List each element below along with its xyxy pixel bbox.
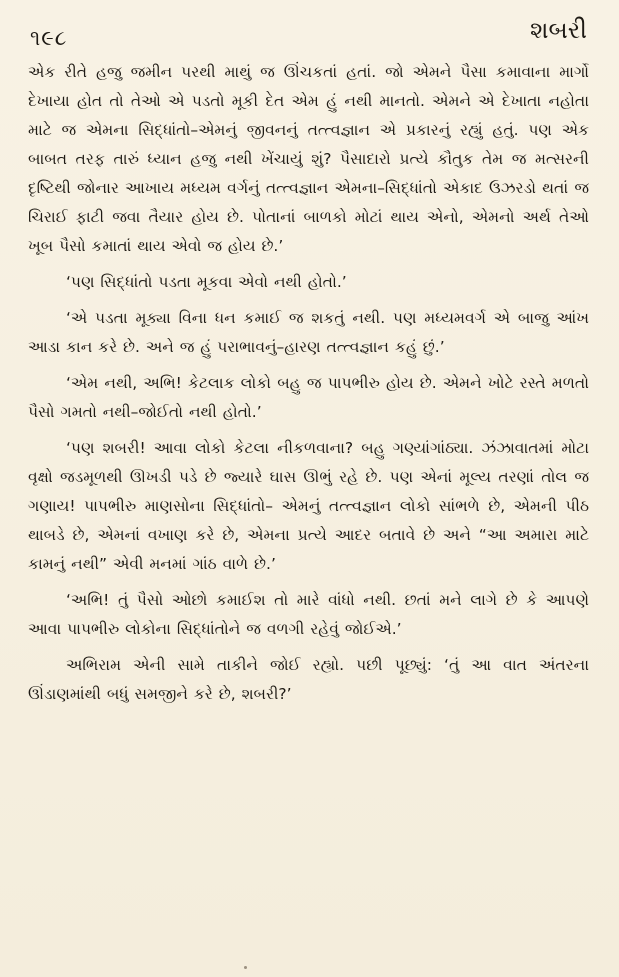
running-title: શબરી <box>529 16 587 44</box>
paragraph: અભિરામ એની સામે તાકીને જોઈ રહ્યો. પછી પૂછ્યું: ‘તું આ વાત અંતરના ઊંડાણમાંથી બધું સમજીને કરે છે, શબરી?’ <box>28 656 589 703</box>
paragraph: ‘પણ સિદ્ધાંતો પડતા મૂકવા એવો નથી હોતો.’ <box>66 273 347 291</box>
page-speck <box>244 966 247 969</box>
paragraph: એક રીતે હજુ જમીન પરથી માથું જ ઊંચકતાં હતાં. જો એમને પૈસા કમાવાના માર્ગો દેખાયા હોત તો તેઓ એ પડતો મૂકી દેત એમ હું નથી માનતો. એમને એ દેખાતા નહોતા માટે જ એમના સિદ્ધાંતો–એમનું જીવનનું તત્ત્વજ્ઞાન એ પ્રકારનું રહ્યું હતું. પણ એક બાબત તરફ તારું ધ્યાન હજુ નથી ખેંચાયું શું? પૈસાદારો પ્રત્યે કૌતુક તેમ જ મત્સરની દૃષ્ટિથી જોનાર આખાય મધ્યમ વર્ગનું તત્ત્વજ્ઞાન એમના–સિદ્ધાંતો એકાદ ઉઝરડો થતાં જ ચિરાઈ ફાટી જવા તૈયાર હોય છે. પોતાનાં બાળકો મોટાં થાય એનો, એમનો અર્થ તેઓ ખૂબ પૈસો કમાતાં થાય એવો જ હોય છે.’ <box>28 63 589 255</box>
paragraph: ‘અભિ! તું પૈસો ઓછો કમાઈશ તો મારે વાંધો નથી. છતાં મને લાગે છે કે આપણે આવા પાપભીરુ લોકોના સિદ્ધાંતોને જ વળગી રહેવું જોઈએ.’ <box>28 591 589 638</box>
paragraph: ‘એમ નથી, અભિ! કેટલાક લોકો બહુ જ પાપભીરુ હોય છે. એમને ખોટે રસ્તે મળતો પૈસો ગમતો નથી–જોઈતો નથી હોતો.’ <box>28 374 589 421</box>
paragraph: ‘પણ શબરી! આવા લોકો કેટલા નીકળવાના? બહુ ગણ્યાંગાંઠ્યા. ઝંઝાવાતમાં મોટા વૃક્ષો જડમૂળથી ઊખડી પડે છે જ્યારે ઘાસ ઊભું રહે છે. પણ એનાં મૂલ્ય તરણાં તોલ જ ગણાય! પાપભીરુ માણસોના સિદ્ધાંતો– એમનું તત્ત્વજ્ઞાન લોકો સાંભળે છે, એમની પીઠ થાબડે છે, એમનાં વખાણ કરે છે, એમના પ્રત્યે આદર બતાવે છે અને “આ અમારા માટે કામનું નથી” એવી મનમાં ગાંઠ વાળે છે.’ <box>28 439 589 573</box>
page-body <box>28 58 589 709</box>
paragraph: ‘એ પડતા મૂક્યા વિના ધન કમાઈ જ શકતું નથી. પણ મધ્યમવર્ગ એ બાજુ આંખ આડા કાન કરે છે. અને જ હું પરાભાવનું–હારણ તત્ત્વજ્ઞાન કહું છું.’ <box>28 309 589 356</box>
page-header <box>30 14 587 54</box>
page-number: ૧૯૮ <box>30 26 68 50</box>
